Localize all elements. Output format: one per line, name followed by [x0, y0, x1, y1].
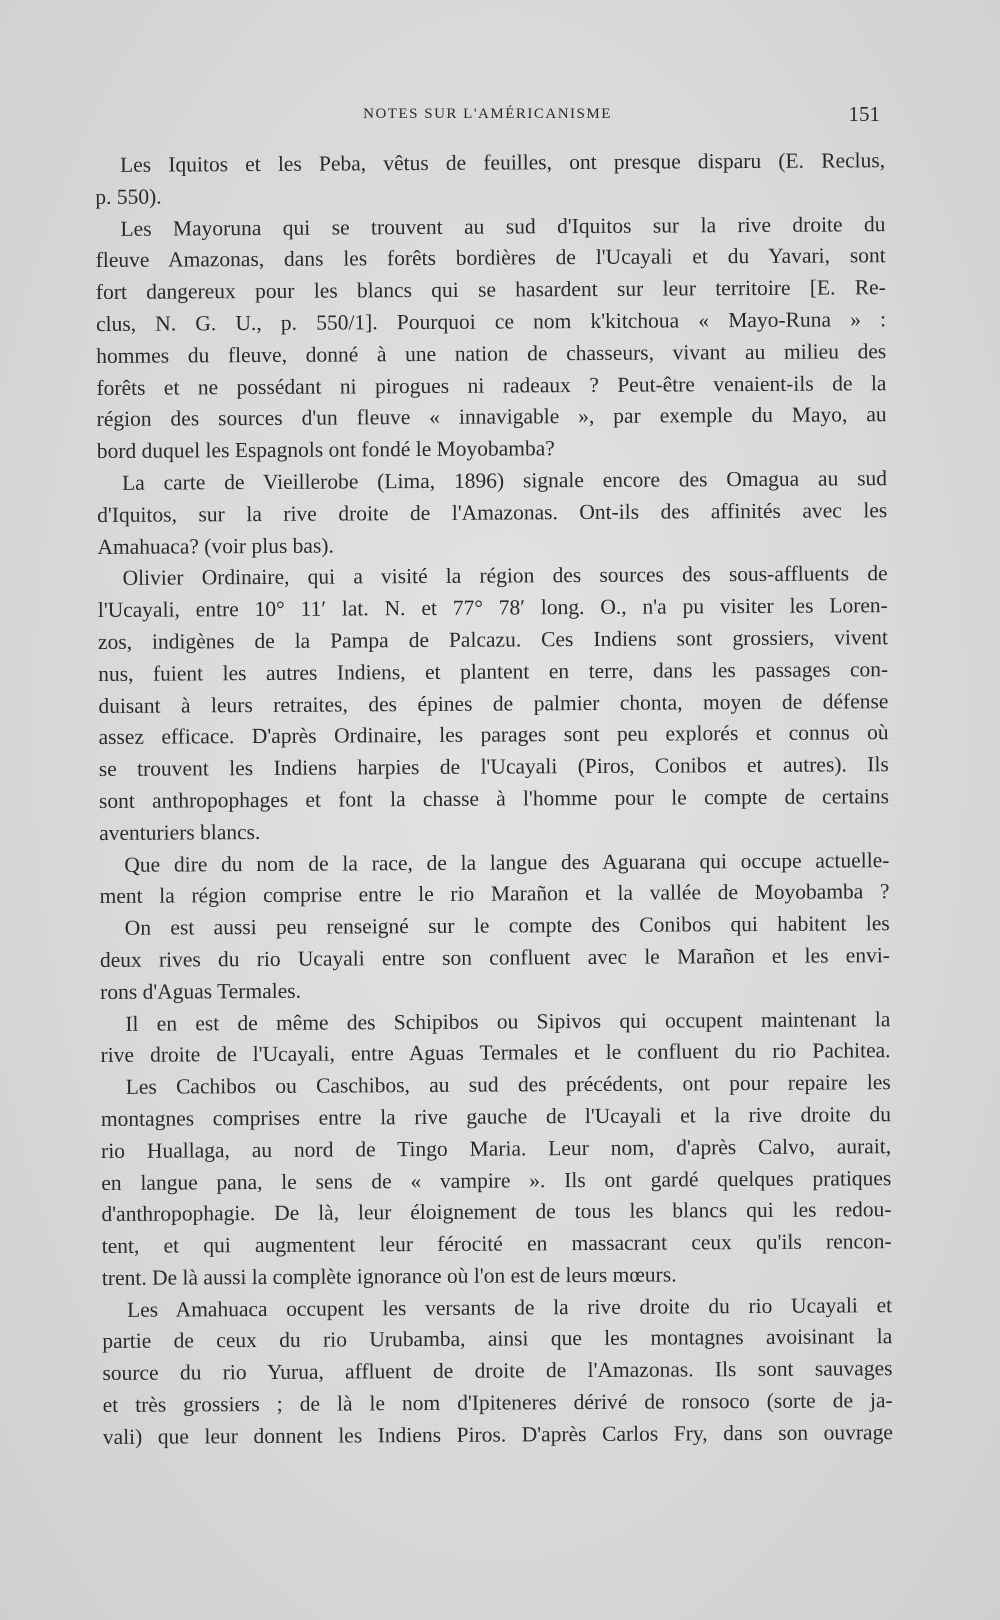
text-line: l'Ucayali, entre 10° 11′ lat. N. et 77° 78′ long. O., n'a pu visiter les Loren- — [97, 593, 888, 623]
text-line: fort dangereux pour les blancs qui se hasardent sur leur territoire [E. Re- — [95, 275, 886, 305]
text-line: d'anthropophagie. De là, leur éloignement de tous les blancs qui les redou- — [101, 1197, 892, 1227]
text-line: vali) que leur donnent les Indiens Piros. D'après Carlos Fry, dans son ouvrage — [102, 1420, 893, 1449]
text-line: deux rives du rio Ucayali entre son confluent avec le Marañon et les envi- — [99, 943, 891, 972]
text-line: tent, et qui augmentent leur férocité en massacrant ceux qu'ils rencon- — [101, 1229, 892, 1259]
text-line: se trouvent les Indiens harpies de l'Ucayali (Piros, Conibos et autres). Ils — [98, 752, 889, 782]
text-line: La carte de Vieillerobe (Lima, 1896) signale encore des Omagua au sud — [121, 466, 888, 495]
text-line: bord duquel les Espagnols ont fondé le Moyobamba? — [96, 436, 555, 464]
text-line: en langue pana, le sens de « vampire ». Ils ont gardé quelques pratiques — [101, 1165, 892, 1195]
text-line: p. 550). — [95, 184, 162, 209]
text-line: Il en est de même des Schipibos ou Sipivos qui occupent maintenant la — [125, 1006, 891, 1036]
text-line: d'Iquitos, sur la rive droite de l'Amazonas. Ont-ils des affinités avec les — [97, 497, 888, 527]
text-line: Que dire du nom de la race, de la langue des Aguarana qui occupe actuelle- — [124, 847, 890, 877]
page-number: 151 — [848, 102, 880, 126]
running-head: NOTES SUR L'AMÉRICANISME — [363, 106, 612, 122]
text-line: forêts et ne possédant ni pirogues ni radeaux ? Peut-être venaient-ils de la — [96, 370, 887, 400]
text-line: Les Iquitos et les Peba, vêtus de feuilles, ont presque disparu (E. Reclus, — [120, 148, 886, 177]
text-line: clus, N. G. U., p. 550/1]. Pourquoi ce nom k'kitchoua « Mayo-Runa » : — [95, 307, 887, 336]
text-line: Les Amahuaca occupent les versants de la rive droite du rio Ucayali et — [127, 1292, 893, 1322]
text-line: fleuve Amazonas, dans les forêts bordières de l'Ucayali et du Yavari, sont — [95, 243, 886, 273]
page-header — [95, 102, 880, 132]
text-line: montagnes comprises entre la rive gauche de l'Ucayali et la rive droite du — [100, 1102, 891, 1131]
text-line: Amahuaca? (voir plus bas). — [97, 533, 334, 559]
text-line: On est aussi peu renseigné sur le compte des Conibos qui habitent les — [124, 911, 890, 940]
text-line: rons d'Aguas Termales. — [100, 978, 302, 1004]
text-line: nus, fuient les autres Indiens, et plantent en terre, dans les passages con- — [98, 656, 889, 686]
text-line: rive droite de l'Ucayali, entre Aguas Termales et le confluent du rio Pachitea. — [100, 1038, 891, 1068]
text-line: rio Huallaga, au nord de Tingo Maria. Leur nom, d'après Calvo, aurait, — [101, 1133, 892, 1163]
text-line: zos, indigènes de la Pampa de Palcazu. Ces Indiens sont grossiers, vivent — [97, 625, 889, 654]
text-line: duisant à leurs retraites, des épines de palmier chonta, moyen de défense — [98, 688, 889, 718]
text-line: hommes du fleuve, donné à une nation de chasseurs, vivant au milieu des — [96, 338, 887, 368]
text-line: sont anthropophages et font la chasse à l'homme pour le compte de certains — [98, 784, 890, 813]
text-line: Olivier Ordinaire, qui a visité la région des sources des sous-affluents de — [122, 561, 888, 591]
text-line: source du rio Yurua, affluent de droite de l'Amazonas. Ils sont sauvages — [102, 1356, 893, 1386]
text-line: ment la région comprise entre le rio Marañon et la vallée de Moyobamba ? — [99, 879, 890, 909]
text-line: assez efficace. D'après Ordinaire, les parages sont peu explorés et connus où — [98, 720, 889, 750]
text-line: et très grossiers ; de là le nom d'Ipiteneres dérivé de ronsoco (sorte de ja- — [102, 1388, 893, 1418]
text-line: trent. De là aussi la complète ignorance où l'on est de leurs mœurs. — [101, 1262, 677, 1290]
text-line: région des sources d'un fleuve « innavigable », par exemple du Mayo, au — [96, 402, 887, 432]
text-line: Les Cachibos ou Caschibos, au sud des précédents, ont pour repaire les — [125, 1070, 891, 1099]
text-line: partie de ceux du rio Urubamba, ainsi que les montagnes avoisinant la — [102, 1324, 893, 1354]
text-line: Les Mayoruna qui se trouvent au sud d'Iquitos sur la rive droite du — [120, 211, 886, 241]
text-line: aventuriers blancs. — [99, 819, 261, 845]
body-text — [95, 145, 893, 1453]
